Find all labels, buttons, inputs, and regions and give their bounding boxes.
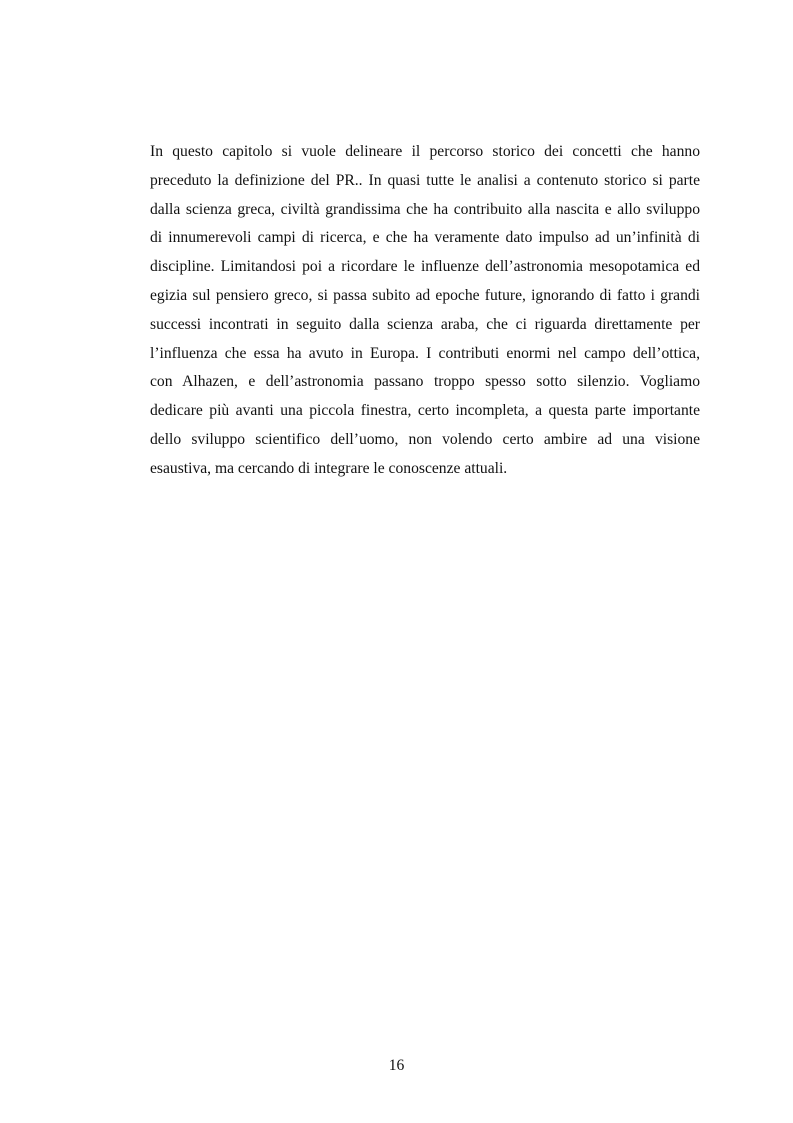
paragraph-line: discipline. Limitandosi poi a ricordare le influenze dell’astronomia mesopotamica ed: [150, 258, 700, 276]
paragraph-line: preceduto la definizione del PR.. In quasi tutte le analisi a contenuto storico si parte: [150, 171, 700, 189]
paragraph-line: con Alhazen, e dell’astronomia passano troppo spesso sotto silenzio. Vogliamo: [150, 373, 700, 391]
paragraph-line: dedicare più avanti una piccola finestra, certo incompleta, a questa parte importante: [150, 402, 700, 420]
paragraph-line: esaustiva, ma cercando di integrare le conoscenze attuali.: [150, 459, 508, 477]
body-paragraph: [150, 138, 700, 484]
paragraph-line: dello sviluppo scientifico dell’uomo, non volendo certo ambire ad una visione: [150, 430, 700, 448]
paragraph-line: dalla scienza greca, civiltà grandissima che ha contribuito alla nascita e allo sviluppo: [150, 200, 700, 218]
page-number: 16: [388, 1057, 405, 1074]
paragraph-line: In questo capitolo si vuole delineare il percorso storico dei concetti che hanno: [150, 143, 700, 160]
paragraph-line: successi incontrati in seguito dalla scienza araba, che ci riguarda direttamente per: [150, 315, 700, 333]
paragraph-line: di innumerevoli campi di ricerca, e che ha veramente dato impulso ad un’infinità di: [150, 229, 700, 247]
paragraph-line: egizia sul pensiero greco, si passa subito ad epoche future, ignorando di fatto i grandi: [150, 286, 700, 304]
paragraph-line: l’influenza che essa ha avuto in Europa. I contributi enormi nel campo dell’ottica,: [150, 344, 700, 362]
